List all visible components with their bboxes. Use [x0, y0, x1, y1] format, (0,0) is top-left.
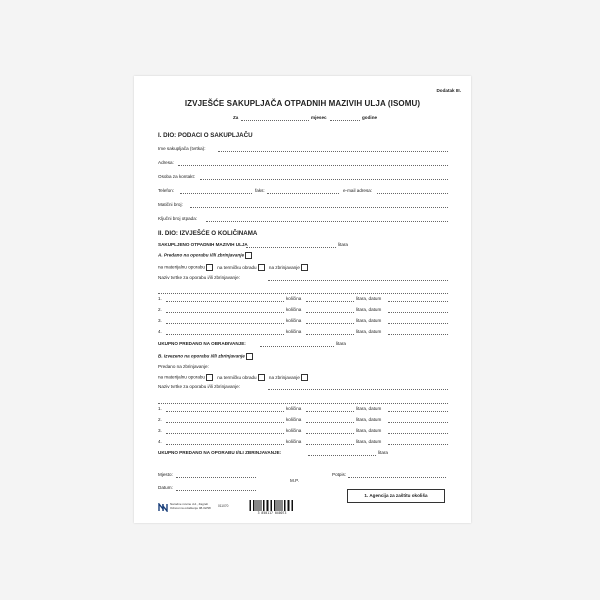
field-phone-input[interactable]	[180, 193, 252, 194]
section-a-row-4-name[interactable]	[166, 334, 284, 335]
section-b-company-label: Naziv tvrtke za oporabu i/ili zbrinjavanje:	[158, 384, 240, 389]
section-b-opt1-label: na materijalnu oporabu	[158, 374, 205, 380]
section-a-row-2-num: 2.	[158, 307, 162, 312]
field-name-label: Ime sakupljača (tvrtka):	[158, 146, 206, 151]
field-phone-label: Telefon:	[158, 188, 175, 193]
publisher-info	[170, 503, 211, 510]
footer-date-input[interactable]	[176, 490, 256, 491]
section-a-row-4-qty[interactable]	[306, 334, 354, 335]
section-b-row-2-qty-label: količina	[286, 417, 302, 422]
section-b-opt2-checkbox[interactable]	[258, 374, 265, 381]
period-za-field[interactable]	[241, 120, 309, 121]
appendix-label: Dodatak III.	[436, 88, 461, 93]
collected-input[interactable]	[246, 247, 336, 248]
field-fax-label: faks:	[255, 188, 265, 193]
section-a-opt2-checkbox[interactable]	[258, 264, 265, 271]
section-a-row-4-qty-label: količina	[286, 329, 302, 334]
section-b-total-label: UKUPNO PREDANO NA OPORABU I/ILI ZBRINJAVANJE:	[158, 450, 282, 455]
field-contact-label: Osoba za kontakt:	[158, 174, 196, 179]
section-b-sub-label: Predano na zbrinjavanje:	[158, 364, 209, 369]
section-a-opt3-checkbox[interactable]	[301, 264, 308, 271]
field-keyno-label: Ključni broj otpada:	[158, 216, 198, 221]
section-a-title-text: A. Predano na oporabu i/ili zbrinjavanje	[158, 252, 245, 258]
section-b-company-input-2[interactable]	[158, 403, 448, 404]
barcode-icon	[249, 500, 295, 511]
recipient-box	[347, 489, 445, 503]
section-a-company-input-2[interactable]	[158, 293, 448, 294]
field-regno-input[interactable]	[190, 207, 448, 208]
section-a-row-3-qty[interactable]	[306, 323, 354, 324]
form-title: IZVJEŠĆE SAKUPLJAČA OTPADNIH MAZIVIH ULJA (ISOMU)	[184, 99, 421, 108]
section-b-row-1-num: 1.	[158, 406, 162, 411]
section-b-row-4-qty-label: količina	[286, 439, 302, 444]
section-a-row-2-qty-label: količina	[286, 307, 302, 312]
field-fax-input[interactable]	[267, 193, 339, 194]
section-b-row-1-name[interactable]	[166, 411, 284, 412]
section-b-row-3-date-label: litara, datum	[356, 428, 382, 433]
section-b-row-2-date-label: litara, datum	[356, 417, 382, 422]
footer-signature-label: Potpis:	[332, 472, 347, 477]
form-code: 011070	[218, 504, 229, 508]
section-a-opt1-label: na materijalnu oporabu	[158, 264, 205, 270]
field-email-label: e-mail adresa:	[343, 188, 373, 193]
section-a-title	[158, 252, 252, 259]
field-address-label: Adresa:	[158, 160, 174, 165]
field-email-input[interactable]	[377, 193, 448, 194]
section-a-row-1-qty-label: količina	[286, 296, 302, 301]
section-a-row-2-name[interactable]	[166, 312, 284, 313]
section-a-row-2-date-label: litara, datum	[356, 307, 382, 312]
section-a-opt1-checkbox[interactable]	[206, 264, 213, 271]
section-a-total-label: UKUPNO PREDANO NA OBRAĐIVANJE:	[158, 341, 246, 346]
footer-signature-input[interactable]	[348, 477, 446, 478]
field-address-input[interactable]	[178, 165, 448, 166]
section-b-row-3-date[interactable]	[388, 433, 448, 434]
section-a-total-input[interactable]	[260, 346, 334, 347]
section-a-row-3-date-label: litara, datum	[356, 318, 382, 323]
section-b-total-input[interactable]	[308, 455, 376, 456]
section-b-row-4-date[interactable]	[388, 444, 448, 445]
section-a-row-1-date-label: litara, datum	[356, 296, 382, 301]
section-a-row-4-date-label: litara, datum	[356, 329, 382, 334]
publisher-logo-icon	[158, 503, 168, 512]
form-sheet	[134, 76, 471, 523]
publisher-line-2: Odnosi na ovlaštenje 08-02/98	[170, 505, 211, 510]
section-a-row-4-date[interactable]	[388, 334, 448, 335]
section-b-row-3-num: 3.	[158, 428, 162, 433]
field-contact-input[interactable]	[200, 179, 448, 180]
period-year-label: godine	[362, 115, 378, 120]
section-b-company-input[interactable]	[268, 389, 448, 390]
section-a-row-1-qty[interactable]	[306, 301, 354, 302]
section-b-opt1-checkbox[interactable]	[206, 374, 213, 381]
section-a-row-3-num: 3.	[158, 318, 162, 323]
collected-label: SAKUPLJENO OTPADNIH MAZIVIH ULJA	[158, 242, 248, 247]
section-a-row-3-date[interactable]	[388, 323, 448, 324]
section-a-company-input[interactable]	[268, 280, 448, 281]
section-a-options	[158, 264, 308, 271]
period-month-field[interactable]	[330, 120, 360, 121]
section-a-opt3-label: na zbrinjavanje	[268, 264, 300, 270]
field-regno-label: Matični broj:	[158, 202, 183, 207]
section-a-row-4-num: 4.	[158, 329, 162, 334]
section-b-row-4-date-label: litara, datum	[356, 439, 382, 444]
section-b-row-3-name[interactable]	[166, 433, 284, 434]
section-b-row-1-date[interactable]	[388, 411, 448, 412]
footer-stamp-label: M.P.	[290, 478, 299, 483]
section-b-row-2-name[interactable]	[166, 422, 284, 423]
publisher-line-1: Narodne novine d.d., Zagreb	[170, 502, 209, 506]
section-a-row-1-date[interactable]	[388, 301, 448, 302]
recipient-label: 1. Agencija za zaštitu okoliša	[364, 493, 428, 498]
field-keyno-input[interactable]	[206, 221, 448, 222]
section-a-row-1-name[interactable]	[166, 301, 284, 302]
section-b-options	[158, 374, 308, 381]
section-b-opt2-label: na termičku obradu	[217, 374, 257, 380]
collected-unit: litara	[338, 242, 348, 247]
footer-place-input[interactable]	[176, 477, 256, 478]
section-a-checkbox[interactable]	[245, 252, 252, 259]
section-b-row-1-qty-label: količina	[286, 406, 302, 411]
section-b-row-1-qty[interactable]	[306, 411, 354, 412]
section-b-title	[158, 353, 253, 360]
barcode-number: 3 850117 040073	[257, 511, 287, 515]
section-b-row-4-qty[interactable]	[306, 444, 354, 445]
section-a-company-label: Naziv tvrtke za oporabu i/ili zbrinjavanje:	[158, 275, 240, 280]
footer-date-label: Datum:	[158, 485, 173, 490]
section-a-total-unit: litara	[336, 341, 346, 346]
section-a-row-3-qty-label: količina	[286, 318, 302, 323]
section-b-row-4-num: 4.	[158, 439, 162, 444]
section-a-row-2-qty[interactable]	[306, 312, 354, 313]
section-a-opt2-label: na termičku obradu	[217, 264, 257, 270]
section-b-opt3-checkbox[interactable]	[301, 374, 308, 381]
section-b-row-3-qty[interactable]	[306, 433, 354, 434]
section-a-row-3-name[interactable]	[166, 323, 284, 324]
section-b-row-4-name[interactable]	[166, 444, 284, 445]
section-b-row-3-qty-label: količina	[286, 428, 302, 433]
period-month-label: mjesec	[311, 115, 327, 120]
footer-place-label: Mjesto:	[158, 472, 173, 477]
section-b-row-1-date-label: litara, datum	[356, 406, 382, 411]
section-b-checkbox[interactable]	[246, 353, 253, 360]
section-b-opt3-label: na zbrinjavanje	[268, 374, 300, 380]
section-b-total-unit: litara	[378, 450, 388, 455]
section-b-title-text: B. Izvezeno na oporabu i/ili zbrinjavanje	[158, 353, 245, 359]
section-a-row-2-date[interactable]	[388, 312, 448, 313]
section-b-row-2-num: 2.	[158, 417, 162, 422]
field-name-input[interactable]	[218, 151, 448, 152]
section-a-row-1-num: 1.	[158, 296, 162, 301]
period-za-label: Za	[233, 115, 239, 120]
part2-heading: II. DIO: IZVJEŠĆE O KOLIČINAMA	[158, 230, 258, 237]
part1-heading: I. DIO: PODACI O SAKUPLJAČU	[158, 132, 253, 139]
section-b-row-2-date[interactable]	[388, 422, 448, 423]
section-b-row-2-qty[interactable]	[306, 422, 354, 423]
